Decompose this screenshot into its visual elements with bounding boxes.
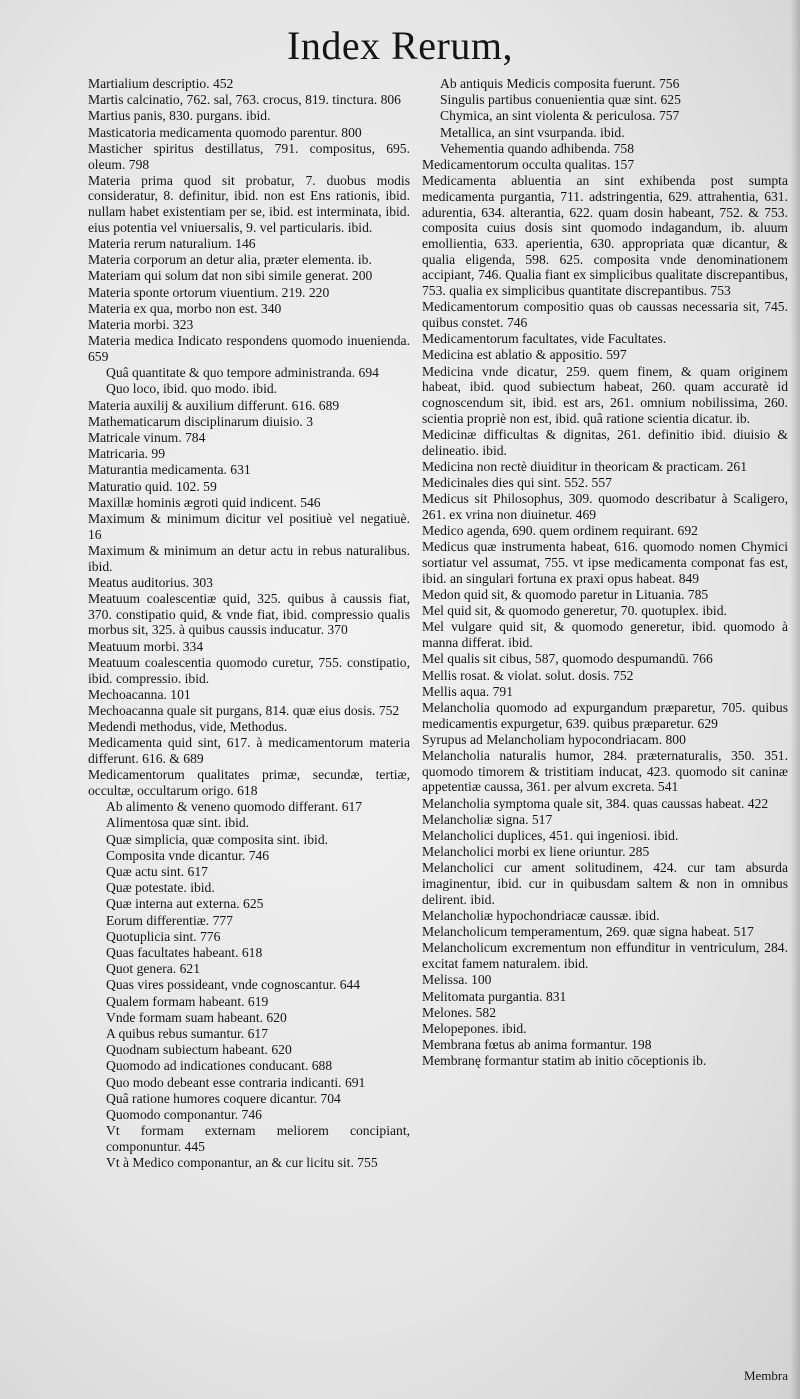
index-entry: Vnde formam suam habeant. 620 (106, 1009, 287, 1025)
index-entry: Quodnam subiectum habeant. 620 (106, 1042, 292, 1058)
index-entry: Materia ex qua, morbo non est. 340 (88, 300, 282, 316)
index-entry: Vt à Medico componantur, an & cur licitu sit. 755 (106, 1155, 378, 1171)
index-entry: Membrana fœtus ab anima formantur. 198 (422, 1037, 652, 1053)
index-entry: Medon quid sit, & quomodo paretur in Lituania. 785 (422, 587, 709, 602)
index-entry: Materia medica Indicato respondens quomodo inuenienda. 659 (88, 333, 410, 364)
index-entry: Matricale vinum. 784 (88, 429, 206, 445)
index-entry: Alimentosa quæ sint. ibid. (106, 815, 250, 831)
index-entry: Melancholici duplices, 451. qui ingeniosi. ibid. (422, 828, 679, 844)
index-entry: Medicamenta quid sint, 617. à medicamentorum materia differunt. 616. & 689 (88, 735, 410, 767)
index-entry: Medicamentorum qualitates primæ, secundæ, tertiæ, occultæ, occultarum origo. 618 (88, 767, 410, 798)
index-entry: Composita vnde dicantur. 746 (106, 847, 270, 863)
index-entry: Medicina vnde dicatur, 259. quem finem, & quam originem habeat, ibid. quod subiectum habeat, 260. quam accuratè id cognoscendum sit, ibid. est ars, 261. omnium nobilissima, 260. scientia propriè non est, ibid. quâ ratione scientia dicatur. ib. (422, 363, 788, 426)
index-entry: Medicamentorum compositio quas ob caussas necessaria sit, 745. quibus constet. 746 (422, 299, 788, 331)
index-entry: Mathematicarum disciplinarum diuisio. 3 (88, 413, 314, 429)
index-entry: Quâ ratione humores coquere dicantur. 704 (106, 1090, 341, 1106)
index-entry: Masticher spiritus destillatus, 791. compositus, 695. oleum. 798 (88, 140, 410, 172)
index-entry: Quæ simplicia, quæ composita sint. ibid. (106, 831, 329, 847)
index-entry: Mel qualis sit cibus, 587, quomodo despumandū. 766 (422, 651, 713, 667)
index-entry: Melancholicum temperamentum, 269. quæ signa habeat. 517 (422, 924, 754, 940)
index-entry: Materia prima quod sit probatur, 7. duobus modis consideratur, 8. definitur, ibid. non est Ens rationis, ibid. nullam habet existentiam per se, ibid. est interminata, ibid. eius potentia vel vniuersalis, 9. vel particularis. ibid. (88, 172, 410, 235)
index-entry: Medicus sit Philosophus, 309. quomodo describatur à Scaligero, 261. ex vrina non diuinetur. 469 (422, 491, 788, 522)
index-entry: Quas vires possideant, vnde cognoscantur. 644 (106, 977, 361, 993)
index-entry: Meatuum coalescentia quomodo curetur, 755. constipatio, ibid. compressio. ibid. (88, 654, 410, 686)
index-entry: Quomodo componantur. 746 (106, 1107, 262, 1122)
index-entry: Masticatoria medicamenta quomodo parentur. 800 (88, 124, 362, 140)
index-entry: Singulis partibus conuenientia quæ sint. 625 (440, 92, 681, 108)
index-entry: Mechoacanna. 101 (88, 686, 191, 702)
index-entry: Medicamenta abluentia an sint exhibenda post sumpta medicamenta purgantia, 711. adstringentia, 629. attrahentia, 631. adurentia, 634. alterantia, 622. quam dosin habeant, 752. & 753. composita cuius dosis sint quomodo indagandum, ib. aluum emollientia, 633. aperientia, 630. appropriata quæ dicantur, & qualia eligenda, 598. 625. composita vnde denominationem accipiant, 746. Qualia fiant ex simplicibus qualitate discrepantibus, 753. qualia ex simplicibus quantitate discrepantibus. 753 (422, 173, 788, 299)
index-entry: Quæ actu sint. 617 (106, 863, 208, 879)
index-entry: Melancholicum excrementum non effunditur in ventriculum, 284. excitat famem naturalem. ibid. (422, 940, 788, 972)
index-entry: A quibus rebus sumantur. 617 (106, 1025, 268, 1041)
index-entry: Meatus auditorius. 303 (88, 574, 213, 590)
index-entry: Medicinæ difficultas & dignitas, 261. definitio ibid. diuisio & delineatio. ibid. (422, 426, 788, 458)
index-entry: Syrupus ad Melancholiam hypocondriacam. 800 (422, 731, 686, 747)
index-column-right (422, 76, 788, 1070)
index-entry: Mel quid sit, & quomodo generetur, 70. quotuplex. ibid. (422, 603, 727, 619)
index-entry: Martialium descriptio. 452 (88, 76, 234, 91)
index-entry: Quæ potestate. ibid. (106, 880, 215, 896)
index-entry: Quas facultates habeant. 618 (106, 944, 263, 960)
index-entry: Medicinales dies qui sint. 552. 557 (422, 475, 612, 491)
page-title: Index Rerum, (287, 23, 513, 68)
index-entry: Mechoacanna quale sit purgans, 814. quæ eius dosis. 752 (88, 702, 400, 718)
index-entry: Chymica, an sint violenta & periculosa. 757 (440, 108, 680, 124)
index-entry: Matricaria. 99 (88, 446, 165, 462)
index-entry: Melancholiæ signa. 517 (422, 811, 553, 827)
index-entry: Medicina est ablatio & appositio. 597 (422, 347, 627, 363)
index-entry: Meatuum morbi. 334 (88, 638, 204, 654)
index-entry: Maturantia medicamenta. 631 (88, 462, 251, 478)
index-entry: Quâ quantitate & quo tempore administranda. 694 (106, 365, 379, 381)
index-entry: Qualem formam habeant. 619 (106, 993, 269, 1009)
index-entry: Quo loco, ibid. quo modo. ibid. (106, 381, 278, 397)
index-entry: Maxillæ hominis ægroti quid indicent. 546 (88, 494, 321, 510)
index-entry: Melopepones. ibid. (422, 1020, 527, 1036)
index-entry: Eorum differentiæ. 777 (106, 912, 233, 928)
index-entry: Maximum & minimum dicitur vel positiuè vel negatiuè. 16 (88, 510, 410, 542)
index-entry: Martius panis, 830. purgans. ibid. (88, 108, 271, 124)
index-entry: Quot genera. 621 (106, 961, 200, 977)
index-entry: Melissa. 100 (422, 972, 492, 988)
index-entry: Melancholia symptoma quale sit, 384. quas caussas habeat. 422 (422, 795, 769, 811)
index-entry: Medendi methodus, vide, Methodus. (88, 719, 288, 735)
catchword: Membra (743, 1368, 788, 1383)
index-entry: Materia sponte ortorum viuentium. 219. 220 (88, 284, 330, 300)
index-entry: Mellis aqua. 791 (422, 683, 513, 699)
index-entry: Materia rerum naturalium. 146 (88, 236, 256, 252)
index-entry: Medicina non rectè diuiditur in theoricam & practicam. 261 (422, 458, 748, 474)
index-entry: Vt formam externam meliorem concipiant, componuntur. 445 (106, 1123, 410, 1154)
index-entry: Materia auxilij & auxilium differunt. 616. 689 (88, 397, 340, 413)
index-entry: Medico agenda, 690. quem ordinem requirant. 692 (422, 523, 698, 539)
index-entry: Materiam qui solum dat non sibi simile generat. 200 (88, 268, 373, 284)
index-entry: Metallica, an sint vsurpanda. ibid. (440, 124, 625, 140)
index-entry: Materia corporum an detur alia, præter elementa. ib. (88, 252, 372, 268)
index-entry: Ab alimento & veneno quomodo differant. 617 (106, 799, 363, 815)
index-entry: Melones. 582 (422, 1004, 497, 1020)
index-entry: Maximum & minimum an detur actu in rebus naturalibus. ibid. (88, 542, 410, 574)
index-entry: Vehementia quando adhibenda. 758 (440, 140, 635, 156)
index-entry: Mellis rosat. & violat. solut. dosis. 752 (422, 667, 634, 683)
index-entry: Medicus quæ instrumenta habeat, 616. quomodo nomen Chymici sortiatur vel assumat, 755. vt ipse medicamenta componat fas est, ibid. an singulari fortuna ex praxi opus habeat. 849 (422, 539, 788, 586)
index-entry: Quæ interna aut externa. 625 (106, 896, 264, 912)
index-entry: Quotuplicia sint. 776 (106, 928, 221, 944)
index-entry: Membranę formantur statim ab initio cōceptionis ib. (422, 1053, 707, 1069)
index-entry: Maturatio quid. 102. 59 (88, 478, 217, 494)
index-column-left (88, 76, 410, 1171)
index-entry: Quomodo ad indicationes conducant. 688 (106, 1058, 333, 1074)
index-entry: Melancholici morbi ex liene oriuntur. 285 (422, 844, 650, 860)
index-entry: Melitomata purgantia. 831 (422, 988, 567, 1004)
index-entry: Mel vulgare quid sit, & quomodo generetur, ibid. quomodo à manna differat. ibid. (422, 619, 788, 651)
index-entry: Melancholiæ hypochondriacæ caussæ. ibid. (422, 908, 660, 924)
index-entry: Medicamentorum occulta qualitas. 157 (422, 157, 635, 173)
index-entry: Melancholici cur ament solitudinem, 424. cur tam absurda imaginentur, ibid. cur in quibusdam saltem & non in omnibus delirent. ibid. (422, 860, 788, 907)
index-entry: Meatuum coalescentiæ quid, 325. quibus à caussis fiat, 370. constipatio quid, & vnde fiat, ibid. compressio qualis morbus sit, 325. à quibus caussis inducatur. 370 (88, 591, 410, 638)
index-entry: Medicamentorum facultates, vide Facultates. (422, 331, 667, 347)
index-entry: Melancholia quomodo ad expurgandum præparetur, 705. quibus medicamentis expurgetur, 639. quibus præparetur. 629 (422, 699, 788, 731)
index-entry: Melancholia naturalis humor, 284. præternaturalis, 350. 351. quomodo timorem & tristitiam inducat, 423. quomodo sit caninæ appetentiæ caussa, 361. per alvum excreta. 541 (422, 748, 788, 795)
index-entry: Martis calcinatio, 762. sal, 763. crocus, 819. tinctura. 806 (88, 92, 401, 108)
index-entry: Materia morbi. 323 (88, 317, 194, 333)
page-edge-shadow (790, 0, 800, 1399)
index-entry: Ab antiquis Medicis composita fuerunt. 756 (440, 76, 680, 91)
index-entry: Quo modo debeant esse contraria indicanti. 691 (106, 1074, 366, 1090)
